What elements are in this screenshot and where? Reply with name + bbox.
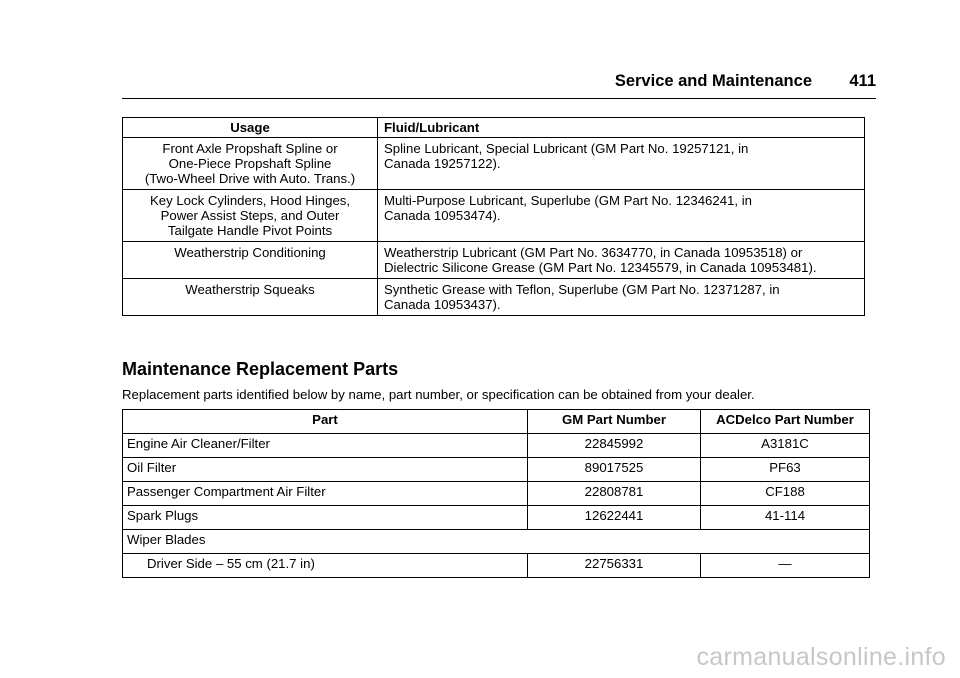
- usage-line: Weatherstrip Squeaks: [185, 282, 315, 297]
- part-name-cell: Passenger Compartment Air Filter: [123, 482, 528, 506]
- table-row: [123, 506, 870, 530]
- part-name-cell: Spark Plugs: [123, 506, 528, 530]
- acdelco-part-number-header: ACDelco Part Number: [701, 410, 870, 434]
- table-row: [123, 434, 870, 458]
- fluid-line: Multi-Purpose Lubricant, Superlube (GM Part No. 12346241, in: [384, 193, 752, 208]
- acdelco-part-number-cell: 41-114: [701, 506, 870, 530]
- fluid-header: Fluid/Lubricant: [378, 118, 865, 138]
- usage-header: Usage: [123, 118, 378, 138]
- gm-part-number-cell: 22845992: [528, 434, 701, 458]
- section-intro: Replacement parts identified below by name, part number, or specification can be obtained from your dealer.: [122, 387, 755, 402]
- gm-part-number-cell: 89017525: [528, 458, 701, 482]
- gm-part-number-cell: 22756331: [528, 554, 701, 578]
- table-row: [123, 458, 870, 482]
- table-row: [123, 138, 865, 190]
- gm-part-number-cell: 22808781: [528, 482, 701, 506]
- fluid-cell: [378, 242, 865, 279]
- usage-cell: [123, 190, 378, 242]
- lubricant-table-header-row: [123, 118, 865, 138]
- usage-line: Power Assist Steps, and Outer: [160, 208, 340, 223]
- page-number: 411: [849, 72, 876, 90]
- page-header: [122, 72, 876, 99]
- acdelco-part-number-cell: PF63: [701, 458, 870, 482]
- usage-cell: [123, 138, 378, 190]
- table-row: [123, 190, 865, 242]
- fluid-line: Canada 19257122).: [384, 156, 501, 171]
- fluid-cell: [378, 138, 865, 190]
- parts-table-header-row: [123, 410, 870, 434]
- gm-part-number-cell: 12622441: [528, 506, 701, 530]
- acdelco-part-number-cell: A3181C: [701, 434, 870, 458]
- usage-cell: [123, 279, 378, 316]
- usage-line: (Two-Wheel Drive with Auto. Trans.): [144, 171, 356, 186]
- usage-line: Weatherstrip Conditioning: [174, 245, 326, 260]
- usage-line: One-Piece Propshaft Spline: [168, 156, 332, 171]
- usage-line: Tailgate Handle Pivot Points: [167, 223, 333, 238]
- part-name-cell: Engine Air Cleaner/Filter: [123, 434, 528, 458]
- usage-cell: [123, 242, 378, 279]
- parts-table: [122, 409, 870, 578]
- table-row: [123, 279, 865, 316]
- usage-line: Key Lock Cylinders, Hood Hinges,: [149, 193, 351, 208]
- usage-line: Front Axle Propshaft Spline or: [162, 141, 338, 156]
- gm-part-number-header: GM Part Number: [528, 410, 701, 434]
- part-name-cell: Driver Side – 55 cm (21.7 in): [123, 554, 528, 578]
- group-label-cell: Wiper Blades: [123, 530, 870, 554]
- lubricant-table-body: [123, 138, 865, 316]
- fluid-line: Canada 10953437).: [384, 297, 501, 312]
- fluid-cell: [378, 279, 865, 316]
- watermark: carmanualsonline.info: [696, 643, 946, 671]
- table-row: [123, 242, 865, 279]
- table-row: [123, 554, 870, 578]
- acdelco-part-number-cell: —: [701, 554, 870, 578]
- fluid-line: Canada 10953474).: [384, 208, 501, 223]
- table-group-row: [123, 530, 870, 554]
- fluid-cell: [378, 190, 865, 242]
- fluid-line: Synthetic Grease with Teflon, Superlube (GM Part No. 12371287, in: [384, 282, 780, 297]
- section-heading: Maintenance Replacement Parts: [122, 359, 399, 379]
- part-header: Part: [123, 410, 528, 434]
- parts-table-body: [123, 434, 870, 578]
- table-row: [123, 482, 870, 506]
- lubricant-table: [122, 117, 865, 316]
- fluid-line: Dielectric Silicone Grease (GM Part No. 12345579, in Canada 10953481).: [384, 260, 817, 275]
- part-name-cell: Oil Filter: [123, 458, 528, 482]
- fluid-line: Spline Lubricant, Special Lubricant (GM Part No. 19257121, in: [384, 141, 749, 156]
- fluid-line: Weatherstrip Lubricant (GM Part No. 3634770, in Canada 10953518) or: [384, 245, 803, 260]
- acdelco-part-number-cell: CF188: [701, 482, 870, 506]
- section-title: Service and Maintenance: [614, 72, 812, 90]
